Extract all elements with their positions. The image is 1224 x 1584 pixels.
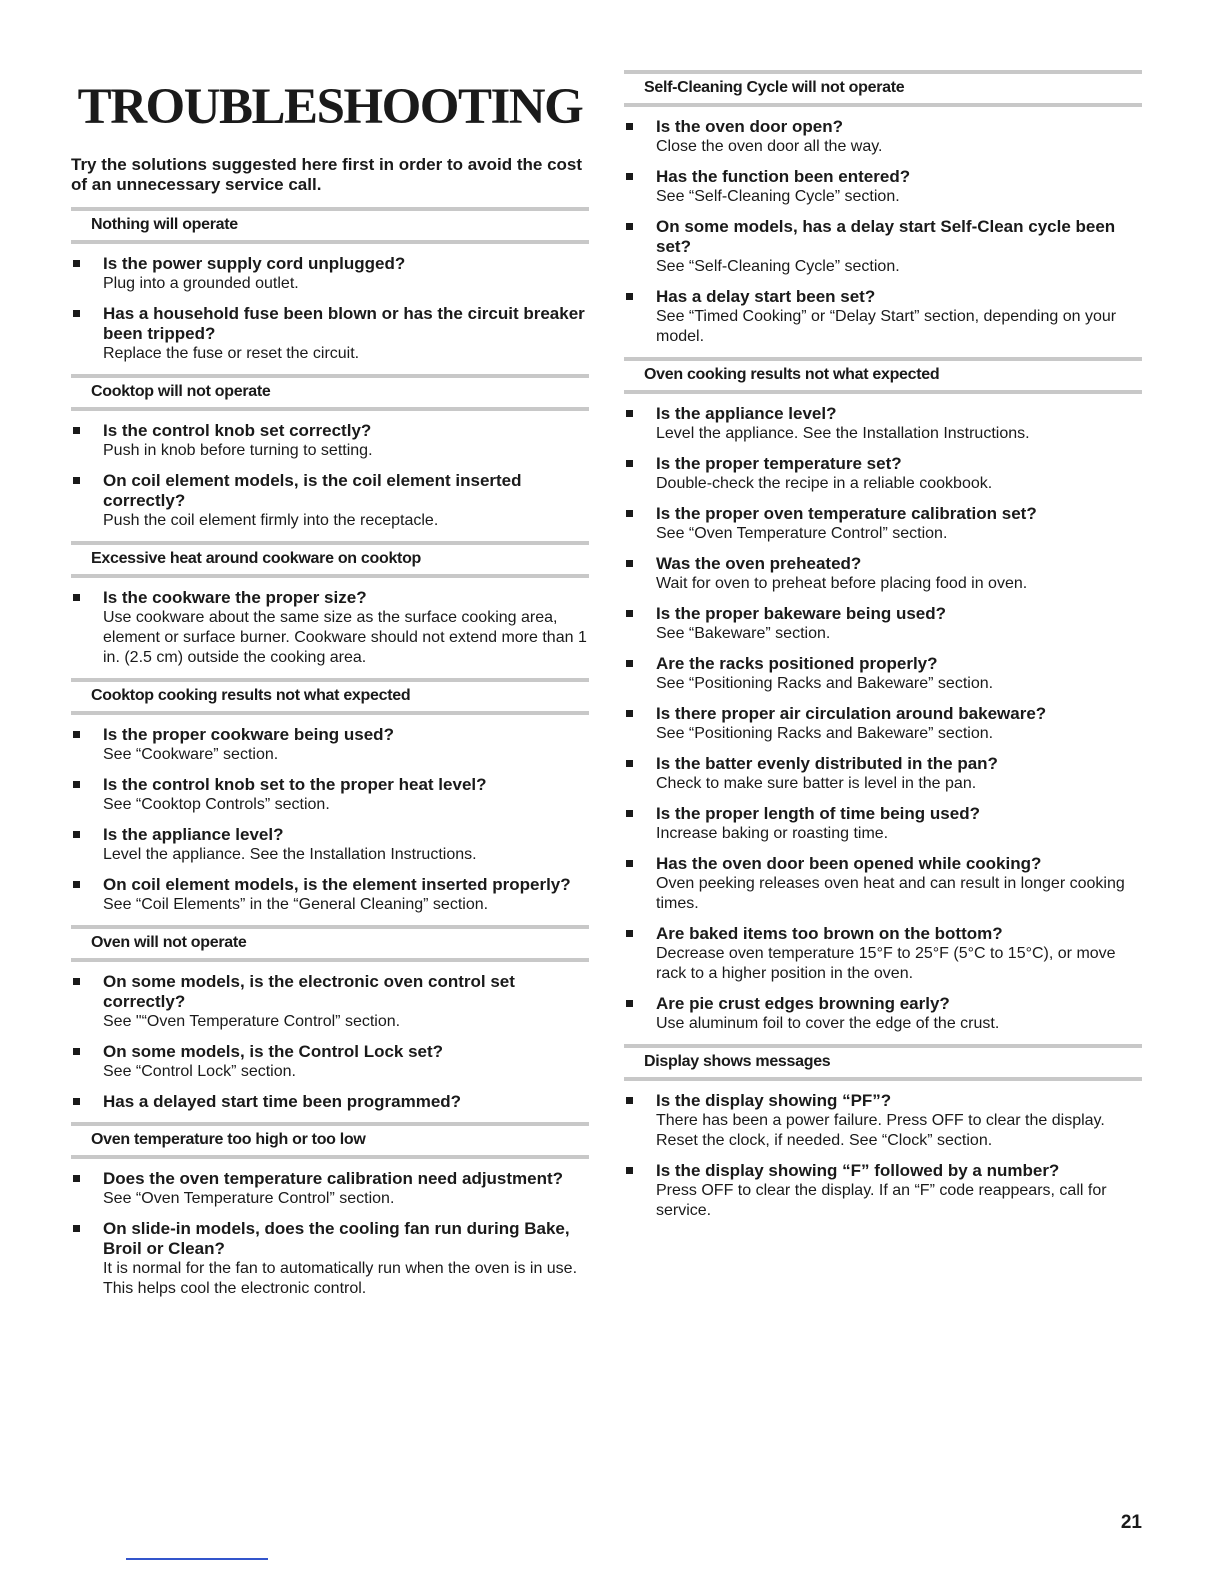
answer-text: Check to make sure batter is level in the pan.: [656, 775, 977, 792]
square-bullet-icon: [73, 1225, 80, 1232]
list-item: [624, 504, 1142, 544]
answer-text: Push the coil element firmly into the receptacle.: [103, 512, 439, 529]
section-heading: Display shows messages: [624, 1044, 1142, 1081]
section-heading: Oven will not operate: [71, 925, 589, 962]
square-bullet-icon: [626, 1000, 633, 1007]
question-text: Is the proper length of time being used?: [656, 804, 980, 823]
left-column: [71, 70, 589, 1309]
list-item: [71, 1092, 589, 1112]
answer-text: See “Positioning Racks and Bakeware” section.: [656, 725, 994, 742]
page-number: 21: [1120, 1512, 1142, 1533]
list-item: [624, 287, 1142, 347]
section: [71, 1122, 589, 1299]
square-bullet-icon: [626, 860, 633, 867]
section-heading: Nothing will operate: [71, 207, 589, 244]
question-text: Are pie crust edges browning early?: [656, 994, 950, 1013]
square-bullet-icon: [73, 781, 80, 788]
answer-text: Level the appliance. See the Installation Instructions.: [103, 846, 477, 863]
question-text: Is the batter evenly distributed in the pan?: [656, 754, 998, 773]
right-sections: [624, 70, 1142, 1221]
section-heading: Cooktop cooking results not what expected: [71, 678, 589, 715]
section: [624, 70, 1142, 347]
question-text: Has a household fuse been blown or has the circuit breaker been tripped?: [103, 304, 585, 343]
square-bullet-icon: [73, 427, 80, 434]
list-item: [624, 217, 1142, 277]
list-item: [624, 1161, 1142, 1221]
answer-text: Press OFF to clear the display. If an “F” code reappears, call for service.: [656, 1182, 1107, 1219]
list-item: [71, 725, 589, 765]
question-text: On some models, is the electronic oven control set correctly?: [103, 972, 515, 1011]
list-item: [71, 304, 589, 364]
answer-text: Decrease oven temperature 15°F to 25°F (5°C to 15°C), or move rack to a higher position in the oven.: [656, 945, 1116, 982]
page-title: TROUBLESHOOTING: [77, 79, 583, 135]
square-bullet-icon: [626, 510, 633, 517]
question-text: Is the proper temperature set?: [656, 454, 902, 473]
square-bullet-icon: [626, 1167, 633, 1174]
section: [71, 374, 589, 531]
question-text: On coil element models, is the coil element inserted correctly?: [103, 471, 522, 510]
section-heading: Cooktop will not operate: [71, 374, 589, 411]
list-item: [624, 924, 1142, 984]
square-bullet-icon: [626, 223, 633, 230]
question-text: Has a delayed start time been programmed?: [103, 1092, 462, 1111]
list-item: [71, 254, 589, 294]
question-text: Is the cookware the proper size?: [103, 588, 367, 607]
question-text: Is there proper air circulation around bakeware?: [656, 704, 1047, 723]
answer-text: Wait for oven to preheat before placing food in oven.: [656, 575, 1028, 592]
question-text: Are baked items too brown on the bottom?: [656, 924, 1003, 943]
list-item: [71, 421, 589, 461]
question-text: Was the oven preheated?: [656, 554, 862, 573]
answer-text: See “Oven Temperature Control” section.: [656, 525, 948, 542]
answer-text: See “Timed Cooking” or “Delay Start” section, depending on your model.: [656, 308, 1117, 345]
list-item: [624, 604, 1142, 644]
answer-text: Plug into a grounded outlet.: [103, 275, 299, 292]
question-text: Is the control knob set to the proper heat level?: [103, 775, 487, 794]
square-bullet-icon: [73, 978, 80, 985]
square-bullet-icon: [73, 1048, 80, 1055]
square-bullet-icon: [73, 310, 80, 317]
square-bullet-icon: [626, 173, 633, 180]
answer-text: Close the oven door all the way.: [656, 138, 883, 155]
footer-divider: [126, 1558, 268, 1560]
square-bullet-icon: [626, 123, 633, 130]
list-item: [624, 804, 1142, 844]
square-bullet-icon: [626, 560, 633, 567]
question-text: On slide-in models, does the cooling fan run during Bake, Broil or Clean?: [103, 1219, 570, 1258]
list-item: [624, 994, 1142, 1034]
question-text: Is the display showing “F” followed by a number?: [656, 1161, 1060, 1180]
square-bullet-icon: [626, 293, 633, 300]
answer-text: See “Cooktop Controls” section.: [103, 796, 330, 813]
square-bullet-icon: [626, 660, 633, 667]
list-item: [624, 754, 1142, 794]
square-bullet-icon: [73, 831, 80, 838]
list-item: [71, 588, 589, 668]
list-item: [71, 1042, 589, 1082]
square-bullet-icon: [626, 930, 633, 937]
answer-text: Replace the fuse or reset the circuit.: [103, 345, 360, 362]
section: [71, 541, 589, 668]
answer-text: Level the appliance. See the Installation Instructions.: [656, 425, 1030, 442]
question-text: Is the proper cookware being used?: [103, 725, 394, 744]
answer-text: See "“Oven Temperature Control” section.: [103, 1013, 401, 1030]
question-text: Is the oven door open?: [656, 117, 844, 136]
list-item: [624, 167, 1142, 207]
question-text: Has the oven door been opened while cooking?: [656, 854, 1042, 873]
answer-text: See “Control Lock” section.: [103, 1063, 296, 1080]
section: [624, 1044, 1142, 1221]
section-heading: Oven cooking results not what expected: [624, 357, 1142, 394]
list-item: [71, 1219, 589, 1299]
section-heading: Oven temperature too high or too low: [71, 1122, 589, 1159]
question-text: Is the display showing “PF”?: [656, 1091, 892, 1110]
answer-text: See “Bakeware” section.: [656, 625, 831, 642]
question-text: Is the proper bakeware being used?: [656, 604, 947, 623]
section: [71, 207, 589, 364]
question-text: Are the racks positioned properly?: [656, 654, 938, 673]
answer-text: See “Oven Temperature Control” section.: [103, 1190, 395, 1207]
square-bullet-icon: [73, 1098, 80, 1105]
answer-text: See “Self-Cleaning Cycle” section.: [656, 258, 900, 275]
answer-text: See “Coil Elements” in the “General Cleaning” section.: [103, 896, 489, 913]
list-item: [624, 117, 1142, 157]
left-sections: [71, 207, 589, 1299]
square-bullet-icon: [626, 1097, 633, 1104]
answer-text: See “Cookware” section.: [103, 746, 279, 763]
question-text: Is the control knob set correctly?: [103, 421, 372, 440]
square-bullet-icon: [626, 460, 633, 467]
answer-text: See “Self-Cleaning Cycle” section.: [656, 188, 900, 205]
question-text: Is the proper oven temperature calibration set?: [656, 504, 1037, 523]
answer-text: There has been a power failure. Press OFF to clear the display. Reset the clock, if needed. See “Clock” section.: [656, 1112, 1105, 1149]
list-item: [71, 825, 589, 865]
square-bullet-icon: [626, 760, 633, 767]
answer-text: Use cookware about the same size as the surface cooking area, element or surface burner. Cookware should not extend more than 1 in. (2.5 cm) outside the cooking area.: [103, 609, 587, 666]
list-item: [71, 875, 589, 915]
question-text: On some models, is the Control Lock set?: [103, 1042, 444, 1061]
square-bullet-icon: [626, 410, 633, 417]
list-item: [624, 404, 1142, 444]
square-bullet-icon: [626, 710, 633, 717]
question-text: On coil element models, is the element inserted properly?: [103, 875, 571, 894]
list-item: [624, 454, 1142, 494]
section-heading: Self-Cleaning Cycle will not operate: [624, 70, 1142, 107]
question-text: Is the appliance level?: [656, 404, 837, 423]
section: [71, 678, 589, 915]
answer-text: It is normal for the fan to automatically run when the oven is in use. This helps cool the electronic control.: [103, 1260, 578, 1297]
section: [71, 925, 589, 1112]
square-bullet-icon: [73, 594, 80, 601]
question-text: Has a delay start been set?: [656, 287, 876, 306]
answer-text: Use aluminum foil to cover the edge of the crust.: [656, 1015, 1000, 1032]
answer-text: Increase baking or roasting time.: [656, 825, 889, 842]
right-column: [624, 70, 1142, 1231]
answer-text: Oven peeking releases oven heat and can result in longer cooking times.: [656, 875, 1125, 912]
square-bullet-icon: [73, 881, 80, 888]
square-bullet-icon: [626, 610, 633, 617]
square-bullet-icon: [73, 260, 80, 267]
list-item: [71, 972, 589, 1032]
question-text: Does the oven temperature calibration need adjustment?: [103, 1169, 564, 1188]
list-item: [624, 654, 1142, 694]
question-text: On some models, has a delay start Self-Clean cycle been set?: [656, 217, 1116, 256]
list-item: [71, 471, 589, 531]
section-heading: Excessive heat around cookware on cooktop: [71, 541, 589, 578]
list-item: [624, 554, 1142, 594]
list-item: [71, 775, 589, 815]
list-item: [624, 704, 1142, 744]
question-text: Is the power supply cord unplugged?: [103, 254, 406, 273]
square-bullet-icon: [73, 477, 80, 484]
square-bullet-icon: [626, 810, 633, 817]
square-bullet-icon: [73, 731, 80, 738]
list-item: [624, 854, 1142, 914]
question-text: Is the appliance level?: [103, 825, 284, 844]
list-item: [71, 1169, 589, 1209]
answer-text: Double-check the recipe in a reliable cookbook.: [656, 475, 993, 492]
list-item: [624, 1091, 1142, 1151]
square-bullet-icon: [73, 1175, 80, 1182]
intro-text: Try the solutions suggested here first in order to avoid the cost of an unnecessary service call.: [71, 155, 583, 194]
section: [624, 357, 1142, 1034]
answer-text: Push in knob before turning to setting.: [103, 442, 373, 459]
question-text: Has the function been entered?: [656, 167, 911, 186]
answer-text: See “Positioning Racks and Bakeware” section.: [656, 675, 994, 692]
